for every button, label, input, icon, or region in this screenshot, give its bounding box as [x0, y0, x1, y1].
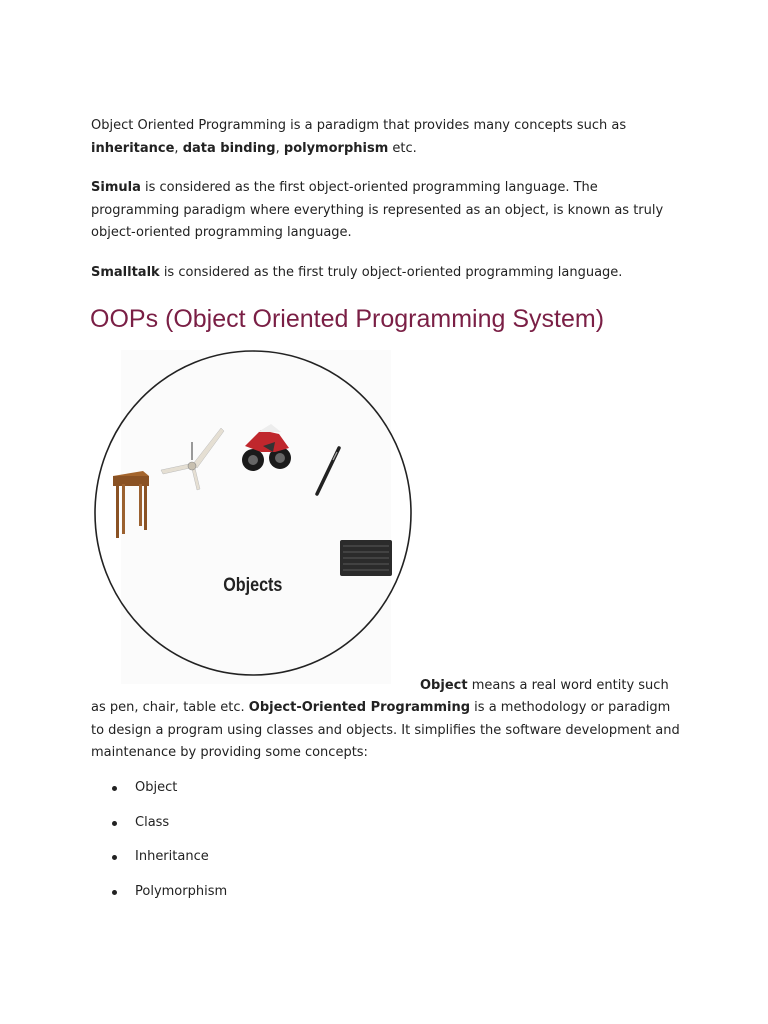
- term-data-binding: data binding: [182, 140, 276, 156]
- term-object: Object: [420, 678, 468, 693]
- simula-paragraph: [91, 177, 681, 245]
- list-item: [112, 777, 227, 812]
- intro-sep1: ,: [174, 140, 183, 156]
- list-item: [112, 881, 227, 916]
- smalltalk-text: is considered as the first truly object-oriented programming language.: [159, 265, 623, 280]
- bullet-icon: [112, 786, 117, 791]
- bullet-icon: [112, 821, 117, 826]
- bullet-icon: [112, 855, 117, 860]
- object-para-line1: [420, 675, 680, 698]
- list-item: [112, 846, 227, 881]
- figure-background: [121, 350, 391, 684]
- object-para-text2: as pen, chair, table etc.: [91, 700, 249, 715]
- object-para-body: [91, 697, 681, 765]
- concept-label: Inheritance: [135, 849, 209, 865]
- list-item: [112, 812, 227, 847]
- objects-label: Objects: [223, 573, 283, 596]
- bullet-icon: [112, 890, 117, 895]
- concepts-list: [112, 777, 227, 916]
- concept-label: Class: [135, 814, 170, 830]
- term-oop: Object-Oriented Programming: [248, 700, 471, 715]
- term-simula: Simula: [91, 180, 141, 195]
- object-para-text3: is a methodology or paradigm to design a program using classes and objects. It simplifies the software development and maintenance by providing some concepts:: [91, 700, 680, 760]
- term-smalltalk: Smalltalk: [91, 265, 160, 280]
- page-heading: OOPs (Object Oriented Programming System): [90, 305, 605, 333]
- object-para-text1: means a real word entity such: [467, 678, 669, 693]
- concept-label: Polymorphism: [135, 884, 228, 900]
- objects-figure: [93, 350, 415, 684]
- objects-diagram: [93, 350, 415, 684]
- simula-text: is considered as the first object-oriented programming language. The programming paradigm where everything is represented as an object, is known as truly object-oriented programming language.: [91, 180, 664, 240]
- intro-tail: etc.: [388, 140, 417, 156]
- intro-paragraph: [91, 115, 691, 160]
- concept-label: Object: [135, 780, 178, 795]
- intro-line1: Object Oriented Programming is a paradigm that provides many concepts such as: [91, 118, 627, 133]
- term-inheritance: inheritance: [91, 140, 175, 156]
- intro-sep2: ,: [275, 140, 284, 156]
- keyboard-icon: [340, 540, 392, 576]
- term-polymorphism: polymorphism: [283, 140, 389, 156]
- smalltalk-paragraph: [91, 262, 691, 285]
